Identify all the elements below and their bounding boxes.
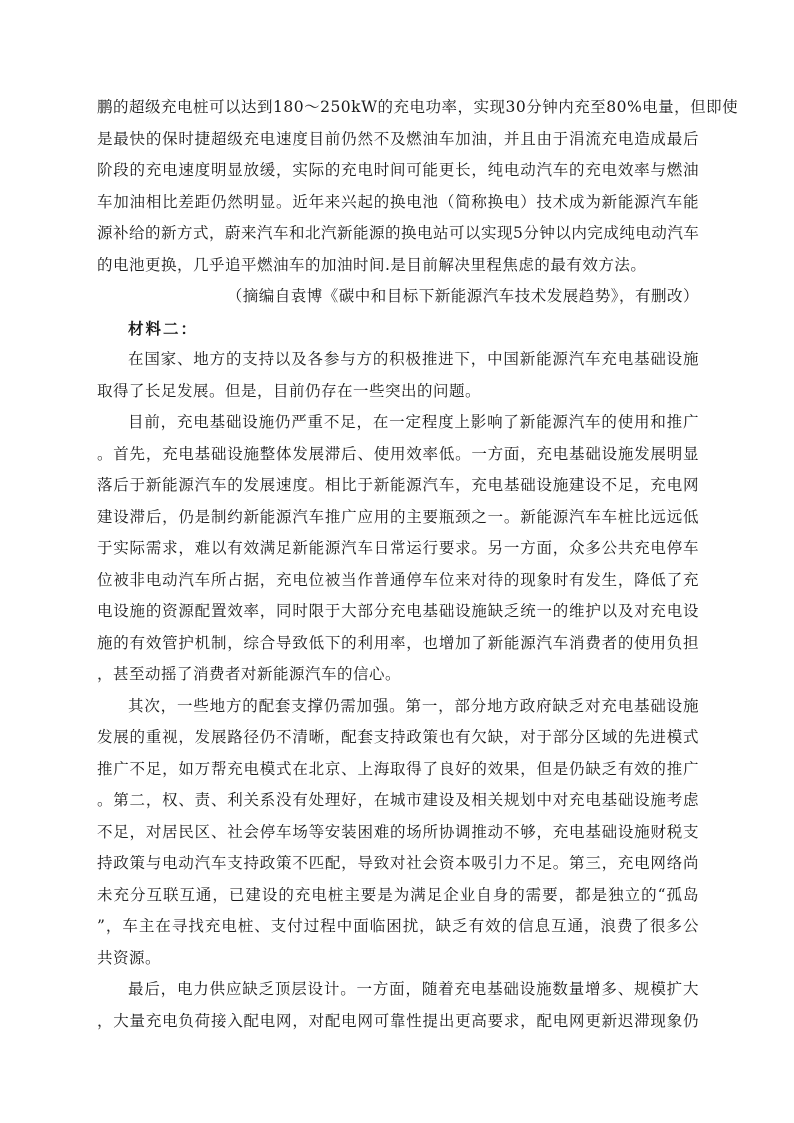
text-line: 发展的重视，发展路径仍不清晰，配套支持政策也有欠缺，对于部分区域的先进模式 [97,728,699,746]
text-line: 电设施的资源配置效率，同时限于大部分充电基础设施缺乏统一的维护以及对充电设 [97,602,699,620]
material2-paragraph-4 [97,974,699,1037]
material2-heading: 材料二： [128,318,199,338]
text-line: 目前，充电基础设施仍严重不足，在一定程度上影响了新能源汽车的使用和推广 [128,413,699,431]
material2-paragraph-1 [97,344,699,407]
text-line: 。首先，充电基础设施整体发展滞后、使用效率低。一方面，充电基础设施发展明显 [97,444,699,463]
document-body [97,92,739,1037]
source-citation: （摘编自袁博《碳中和目标下新能源汽车技术发展趋势》，有删改） [226,287,699,305]
text-line: 。第二，权、责、利关系没有处理好，在城市建设及相关规划中对充电基础设施考虑 [97,791,699,809]
material2-paragraph-3 [97,691,699,975]
text-line: 鹏的超级充电桩可以达到180～250kW的充电功率，实现30分钟内充至80%电量，但即使 [97,98,739,116]
material1-paragraph [97,92,739,281]
material2-paragraph-2 [97,407,699,691]
text-line: 位被非电动汽车所占据，充电位被当作普通停车位来对待的现象时有发生，降低了充 [97,570,699,589]
text-line: 是最快的保时捷超级充电速度目前仍然不及燃油车加油，并且由于涓流充电造成最后 [97,129,699,148]
text-line: 于实际需求，难以有效满足新能源汽车日常运行要求。另一方面，众多公共充电停车 [97,539,699,557]
text-line: 阶段的充电速度明显放缓，实际的充电时间可能更长，纯电动汽车的充电效率与燃油 [97,161,699,179]
text-line: 源补给的新方式，蔚来汽车和北汽新能源的换电站可以实现5分钟以内完成纯电动汽车 [97,224,700,242]
text-line: 不足，对居民区、社会停车场等安装困难的场所协调推动不够，充电基础设施财税支 [97,822,699,841]
text-line: 持政策与电动汽车支持政策不匹配，导致对社会资本吸引力不足。第三，充电网络尚 [97,854,699,872]
text-line: 推广不足，如万帮充电模式在北京、上海取得了良好的效果，但是仍缺乏有效的推广 [97,759,699,778]
text-line: 的电池更换，几乎追平燃油车的加油时间.是目前解决里程焦虑的最有效方法。 [97,255,647,274]
text-line: 共资源。 [97,948,162,967]
text-line: 未充分互联互通，已建设的充电桩主要是为满足企业自身的需要，都是独立的“孤岛 [97,885,699,904]
text-line: 在国家、地方的支持以及各参与方的积极推进下，中国新能源汽车充电基础设施 [128,350,699,368]
text-line: ，大量充电负荷接入配电网，对配电网可靠性提出更高要求，配电网更新迟滞现象仍 [97,1011,699,1030]
text-line: 施的有效管护机制，综合导致低下的利用率，也增加了新能源汽车消费者的使用负担 [97,633,699,652]
text-line: 其次，一些地方的配套支撑仍需加强。第一，部分地方政府缺乏对充电基础设施 [128,696,699,715]
text-line: 取得了长足发展。但是，目前仍存在一些突出的问题。 [97,381,482,400]
text-line: 车加油相比差距仍然明显。近年来兴起的换电池（简称换电）技术成为新能源汽车能 [97,192,699,211]
text-line: ，甚至动摇了消费者对新能源汽车的信心。 [97,665,402,683]
text-line: 最后，电力供应缺乏顶层设计。一方面，随着充电基础设施数量增多、规模扩大 [128,980,699,998]
text-line: 落后于新能源汽车的发展速度。相比于新能源汽车，充电基础设施建设不足，充电网 [97,476,699,494]
text-line: 建设滞后，仍是制约新能源汽车推广应用的主要瓶颈之一。新能源汽车车桩比远远低 [97,507,699,526]
text-line: ”，车主在寻找充电桩、支付过程中面临困扰，缺乏有效的信息互通，浪费了很多公 [97,917,699,935]
